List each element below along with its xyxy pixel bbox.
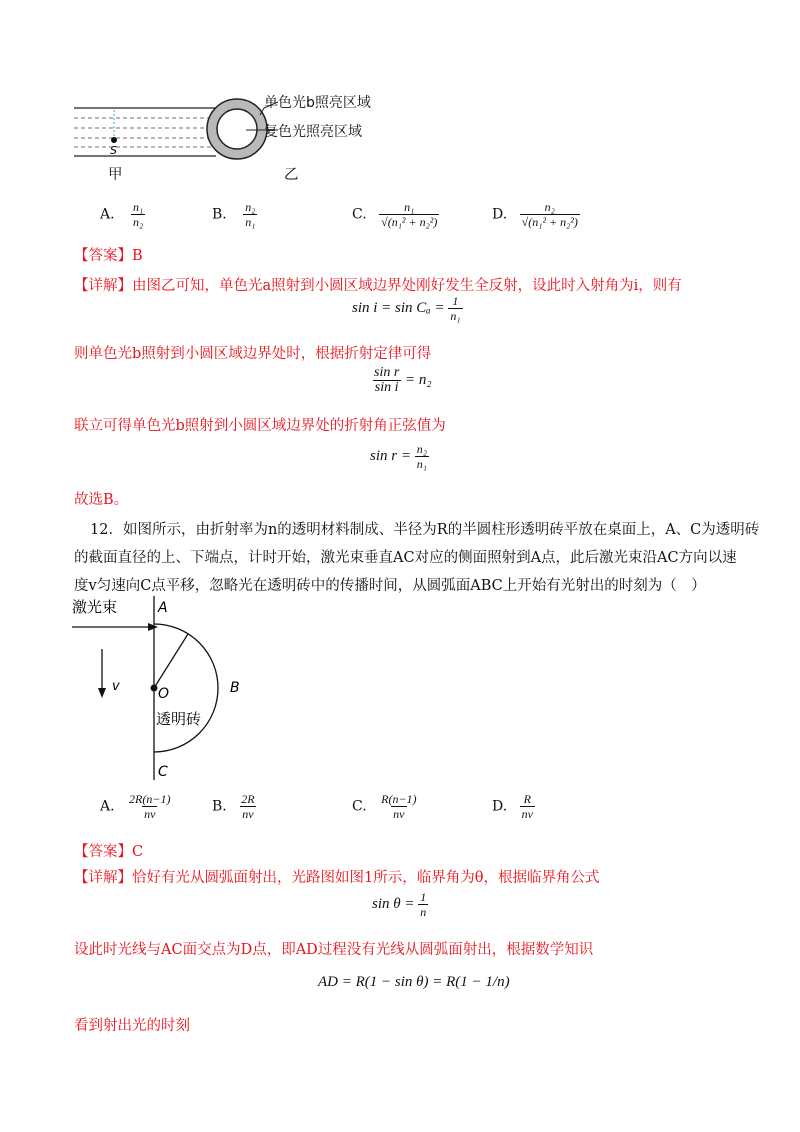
point-o-label: O [158, 686, 170, 702]
q12-figure [68, 594, 268, 784]
q12-detail-line3: 看到射出光的时刻 [74, 1018, 190, 1034]
q12-option-b[interactable]: B. $\frac{2R}{nv}$ [212, 792, 255, 821]
ring-label-outer: 单色光b照亮区域 [264, 95, 371, 111]
q11-eq3: sin r = $\frac{\text{n₂}}{\text{n₁}}$ [370, 442, 427, 471]
ring-label-inner: 复色光照亮区域 [264, 124, 362, 140]
q12-stem-line3: 度v匀速向C点平移，忽略光在透明砖中的传播时间，从圆弧面ABC上开始有光射出的时刻为（ ） [74, 578, 706, 594]
q12-option-d[interactable]: D. $\frac{R}{nv}$ [492, 792, 533, 821]
q11-detail-line3: 联立可得单色光b照射到小圆区域边界处的折射角正弦值为 [74, 418, 446, 434]
q12-detail-line1: 【详解】恰好有光从圆弧面射出，光路图如图1所示，临界角为θ，根据临界角公式 [74, 870, 600, 886]
q12-stem-line2: 的截面直径的上、下端点，计时开始，激光束垂直AC对应的侧面照射到A点，此后激光束沿AC方向以速 [74, 550, 737, 566]
q11-eq1: sin i = sin Cₐ = $\frac{1}{\text{n₁}}$ [352, 294, 461, 323]
q11-eq2: $\frac{\text{sin r}}{\text{sin i}}$ = n₂ [374, 365, 432, 395]
point-b-label: B [230, 680, 240, 696]
q11-detail-line2: 则单色光b照射到小圆区域边界处时，根据折射定律可得 [74, 346, 432, 362]
water-tank-figure [74, 108, 216, 157]
q11-detail-line1: 【详解】由图乙可知，单色光a照射到小圆区域边界处刚好发生全反射，设此时入射角为i，则有 [74, 278, 682, 294]
q12-option-a[interactable]: A. $\frac{2R(n-1)}{nv}$ [100, 792, 171, 821]
label-jia: 甲 [108, 167, 123, 183]
q11-option-c[interactable]: C. $\frac{\text{n₁}}{\text{√(n₁² + n₂²)}}$ [352, 200, 438, 229]
q11-option-b[interactable]: B. $\frac{\text{n₂}}{\text{n₁}}$ [212, 200, 256, 229]
point-c-label: C [158, 764, 168, 780]
q12-option-c[interactable]: C. $\frac{R(n-1)}{nv}$ [352, 792, 417, 821]
velocity-label: v [112, 679, 120, 694]
brick-label: 透明砖 [156, 710, 202, 728]
q11-detail-line4: 故选B。 [74, 492, 129, 508]
q12-detail-line2: 设此时光线与AC面交点为D点，即AD过程没有光线从圆弧面射出，根据数学知识 [74, 942, 594, 958]
q11-option-d[interactable]: D. $\frac{\text{n₂}}{\text{√(n₁² + n₂²)}}$ [492, 200, 578, 229]
laser-label: 激光束 [72, 598, 118, 616]
q11-option-a[interactable]: A. $\frac{\text{n₁}}{\text{n₂}}$ [100, 200, 144, 229]
label-yi: 乙 [284, 167, 299, 183]
q12-answer: 【答案】C [74, 844, 144, 860]
q12-eq2: AD = R(1 − sin θ) = R(1 − 1/n) [318, 974, 510, 990]
q12-eq1: sin θ = $\frac{1}{n}$ [372, 890, 427, 919]
q12-stem-line1: 12．如图所示，由折射率为n的透明材料制成、半径为R的半圆柱形透明砖平放在桌面上，A、C为透明砖 [90, 522, 760, 538]
point-s-label: S [110, 144, 117, 157]
point-a-label: A [158, 600, 168, 616]
q11-answer: 【答案】B [74, 248, 143, 264]
